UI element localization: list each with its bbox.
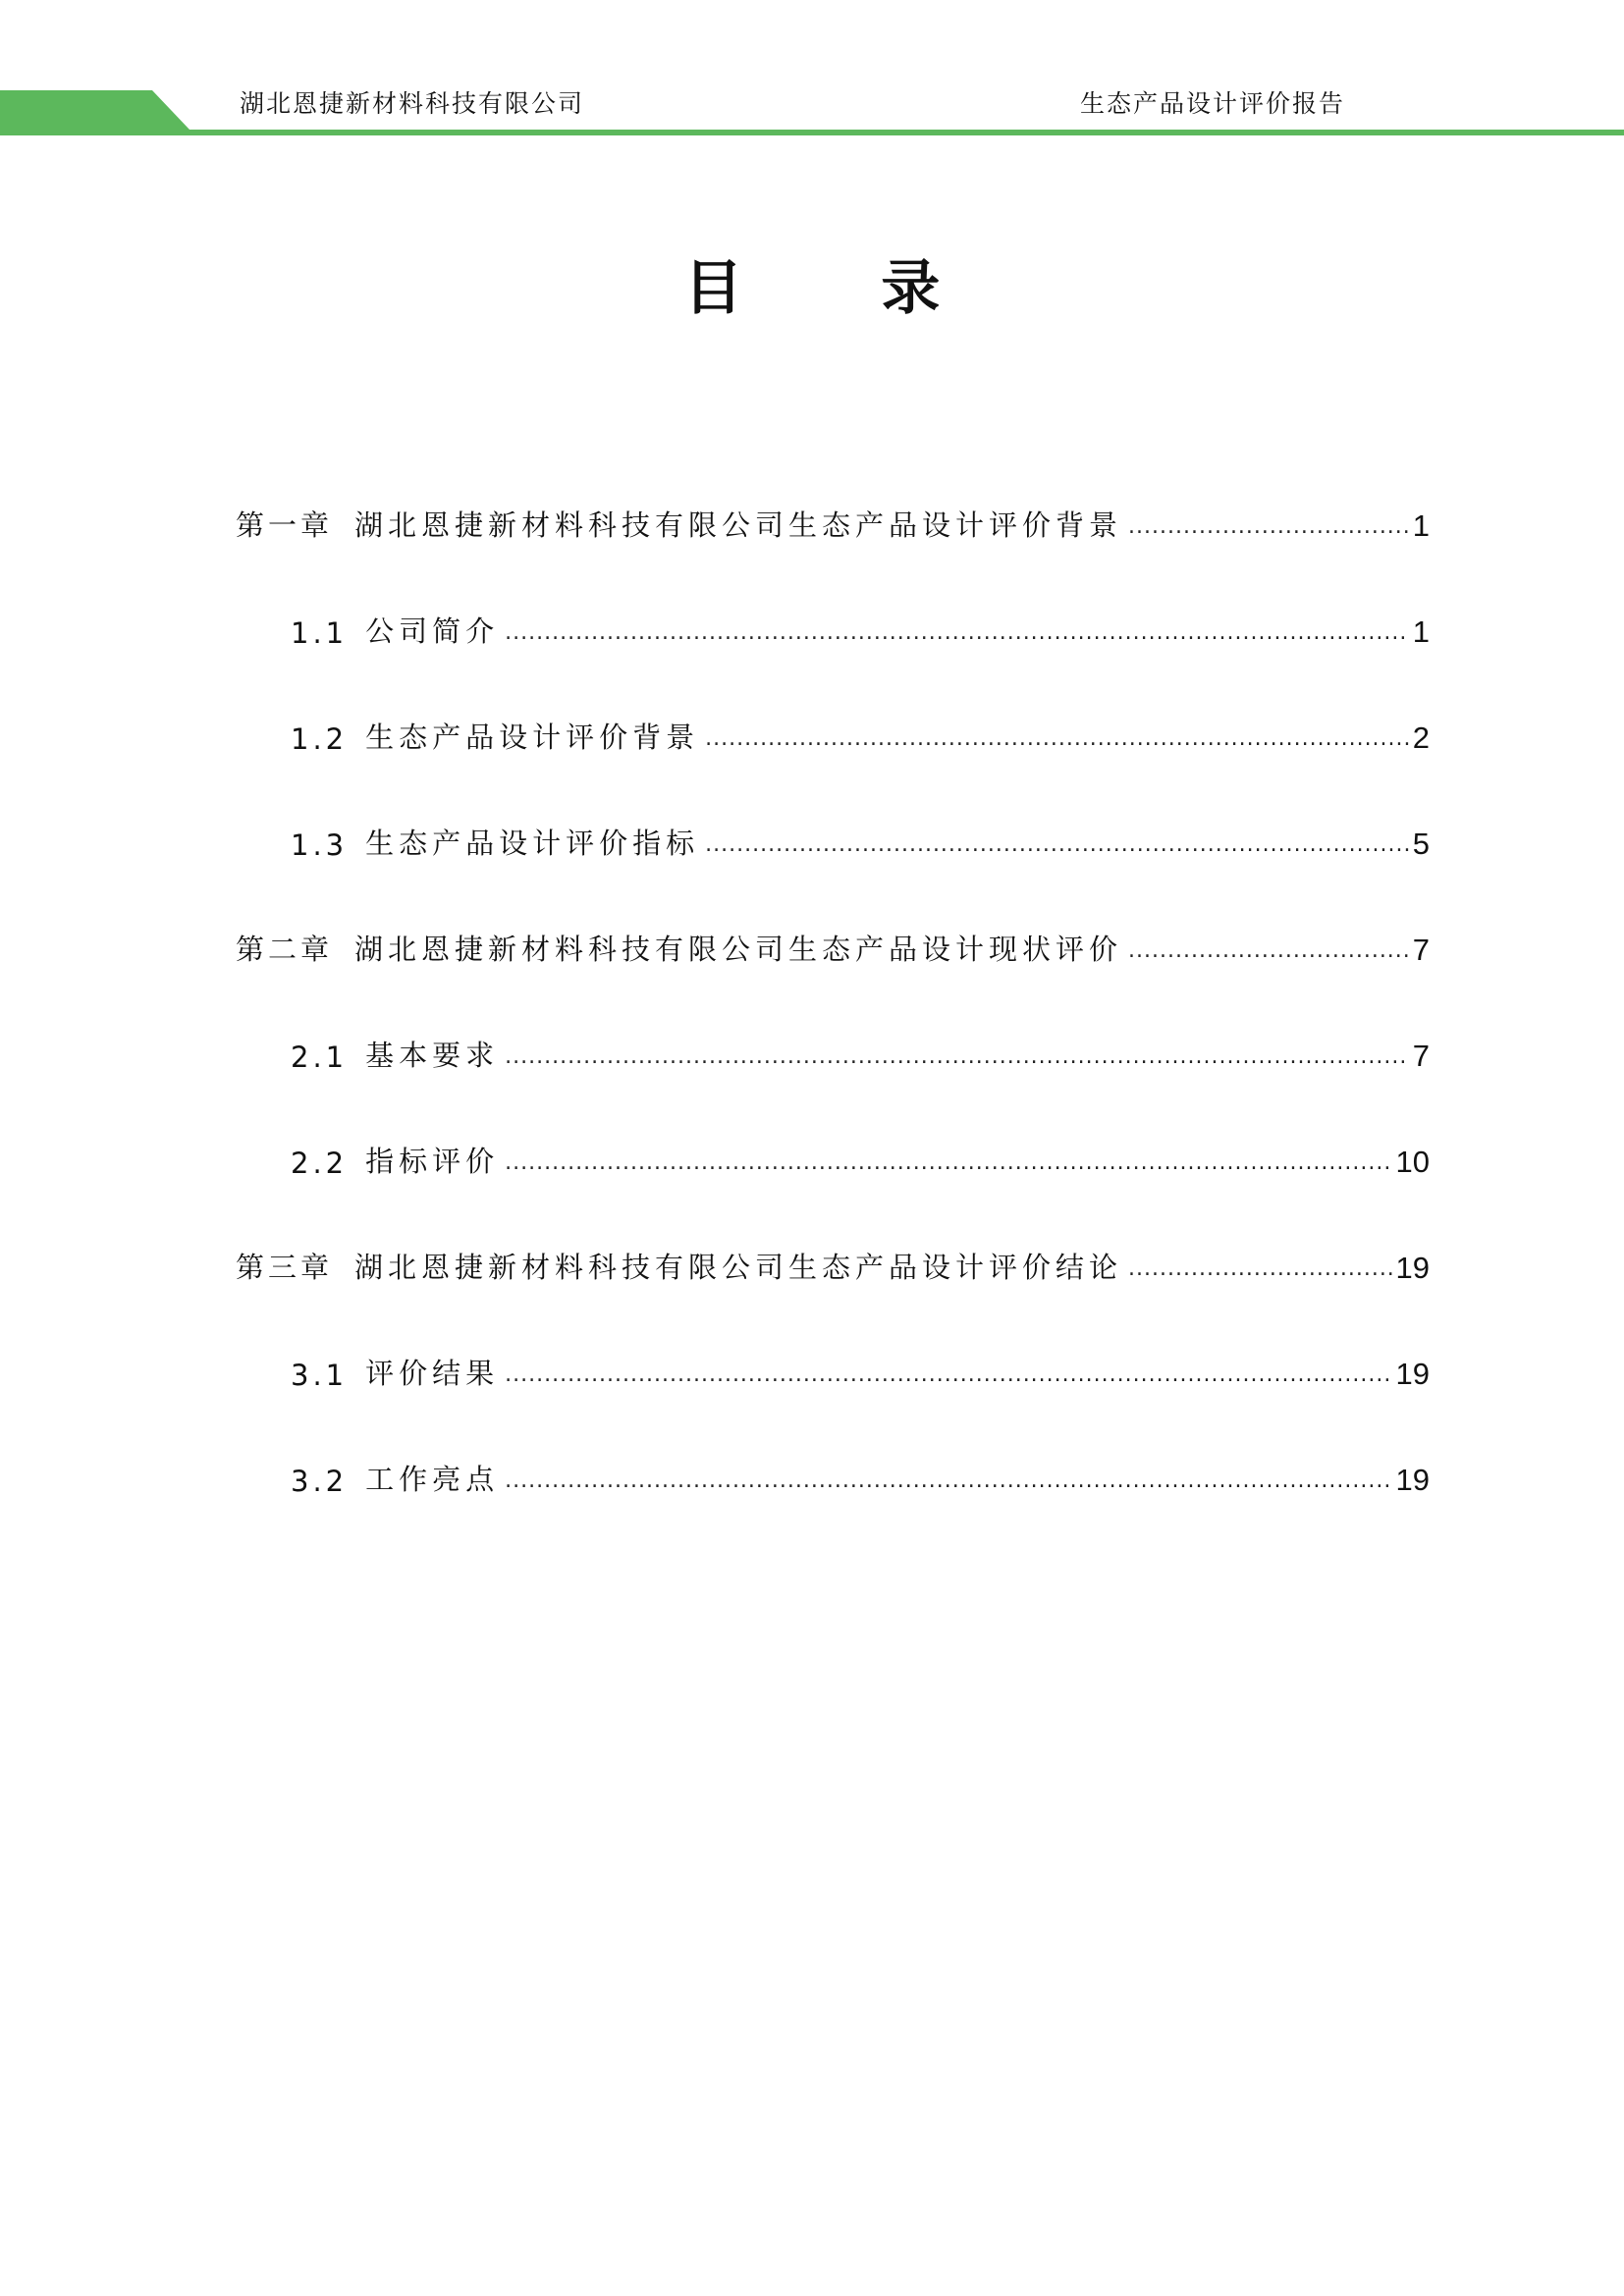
toc-entry-number: 2.2 (291, 1147, 349, 1180)
toc-entry-page: 5 (1412, 827, 1430, 861)
toc-dot-leader (1128, 940, 1409, 968)
toc-entry-number: 第二章 (236, 933, 334, 966)
toc-entry-3-1[interactable] (291, 1349, 1430, 1392)
toc-entry-number: 3.2 (291, 1465, 349, 1498)
toc-dot-leader (705, 834, 1409, 862)
toc-entry-title: 湖北恩捷新材料科技有限公司生态产品设计评价背景 (354, 508, 1123, 542)
page-header (0, 0, 1624, 147)
toc-entry-title: 评价结果 (365, 1357, 500, 1390)
header-company-name: 湖北恩捷新材料科技有限公司 (240, 89, 585, 118)
toc-entry-page: 19 (1395, 1463, 1430, 1497)
toc-entry-number: 1.2 (291, 722, 349, 756)
toc-title: 目 录 (683, 254, 1000, 323)
toc-dot-leader (505, 1470, 1391, 1498)
toc-dot-leader (705, 728, 1409, 756)
toc-dot-leader (505, 1152, 1391, 1180)
toc-entry-3-2[interactable] (291, 1455, 1430, 1498)
toc-entry-title: 工作亮点 (365, 1463, 500, 1496)
toc-entry-1-3[interactable] (291, 819, 1430, 862)
toc-entry-number: 第一章 (236, 508, 334, 542)
toc-entry-number: 1.1 (291, 616, 349, 650)
toc-entry-number: 2.1 (291, 1041, 349, 1074)
toc-entry-number: 3.1 (291, 1359, 349, 1392)
toc-entry-page: 10 (1395, 1145, 1430, 1179)
toc-entry-title: 生态产品设计评价指标 (365, 827, 700, 860)
toc-entry-chapter-2[interactable] (236, 925, 1430, 968)
toc-entry-title: 湖北恩捷新材料科技有限公司生态产品设计评价结论 (354, 1251, 1123, 1284)
toc-entry-chapter-1[interactable] (236, 501, 1430, 544)
toc-entry-title: 公司简介 (365, 614, 500, 648)
toc-entry-title: 生态产品设计评价背景 (365, 721, 700, 754)
toc-entry-page: 7 (1412, 1039, 1430, 1073)
toc-entry-title: 湖北恩捷新材料科技有限公司生态产品设计现状评价 (354, 933, 1123, 966)
toc-entry-page: 19 (1395, 1357, 1430, 1391)
toc-entry-2-2[interactable] (291, 1137, 1430, 1180)
toc-dot-leader (1128, 1258, 1391, 1286)
toc-entry-1-2[interactable] (291, 713, 1430, 756)
toc-entry-page: 19 (1395, 1251, 1430, 1285)
toc-entry-page: 1 (1412, 508, 1430, 543)
header-report-name: 生态产品设计评价报告 (1080, 89, 1346, 118)
toc-entry-page: 1 (1412, 614, 1430, 649)
toc-entry-chapter-3[interactable] (236, 1243, 1430, 1286)
toc-entry-page: 2 (1412, 721, 1430, 755)
header-accent-bar (0, 0, 1624, 147)
toc-dot-leader (505, 622, 1409, 650)
toc-entry-page: 7 (1412, 933, 1430, 967)
toc-entry-number: 1.3 (291, 828, 349, 862)
toc-entry-title: 基本要求 (365, 1039, 500, 1072)
toc-entry-title: 指标评价 (365, 1145, 500, 1178)
toc-entry-1-1[interactable] (291, 607, 1430, 650)
toc-dot-leader (505, 1046, 1409, 1074)
toc-entry-2-1[interactable] (291, 1031, 1430, 1074)
toc-entry-number: 第三章 (236, 1251, 334, 1284)
toc-dot-leader (505, 1364, 1391, 1392)
toc-dot-leader (1128, 516, 1409, 544)
